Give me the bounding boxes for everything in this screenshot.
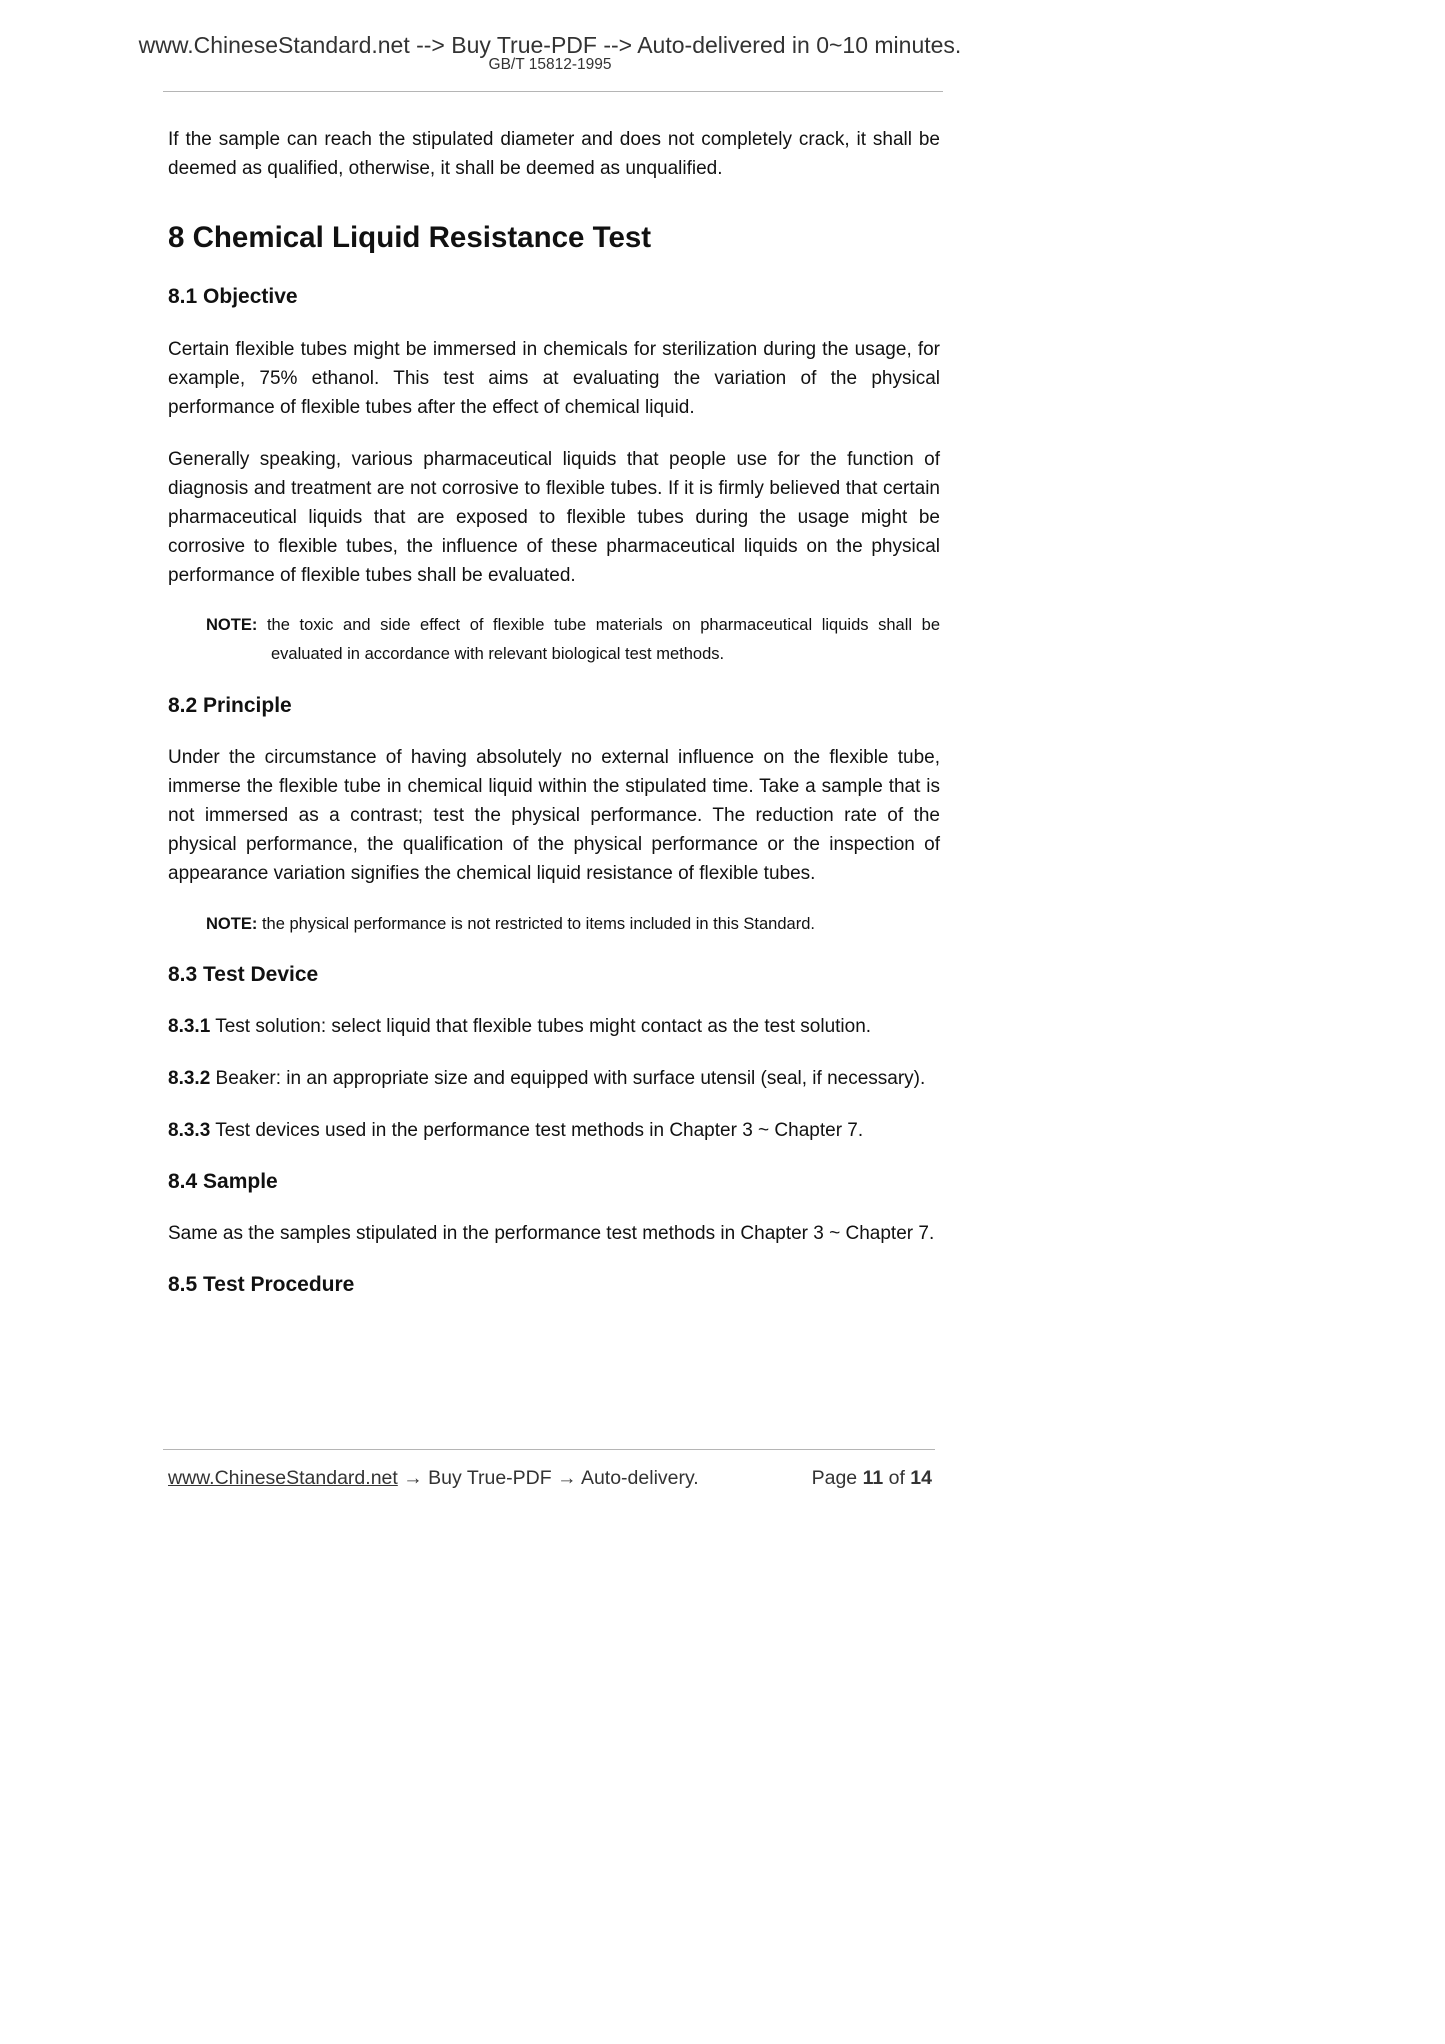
page-total: 14 xyxy=(910,1467,932,1489)
item-8-3-1 xyxy=(168,1012,940,1041)
footer-site-link[interactable]: www.ChineseStandard.net xyxy=(168,1467,398,1489)
item-text: Beaker: in an appropriate size and equipped with surface utensil (seal, if necessary). xyxy=(215,1068,926,1089)
page-content xyxy=(168,125,940,1300)
section-8-2-paragraph: Under the circumstance of having absolutely no external influence on the flexible tube, immerse the flexible tube in chemical liquid within the stipulated time. Take a sample that is not immersed as a contrast; test the physical performance. The reduction rate of the physical performance, the qualification of the physical performance or the inspection of appearance variation signifies the chemical liquid resistance of flexible tubes. xyxy=(168,747,940,884)
page-footer xyxy=(168,1464,932,1492)
section-8-1-heading: 8.1 Objective xyxy=(168,285,298,308)
section-8-5-heading: 8.5 Test Procedure xyxy=(168,1273,355,1296)
note-label: NOTE: xyxy=(206,915,258,933)
footer-divider xyxy=(163,1449,935,1450)
item-8-3-2 xyxy=(168,1064,940,1093)
item-number: 8.3.1 xyxy=(168,1016,211,1037)
item-text: Test solution: select liquid that flexible tubes might contact as the test solution. xyxy=(215,1016,872,1037)
section-8-1-paragraph-2: Generally speaking, various pharmaceutical liquids that people use for the function of diagnosis and treatment are not corrosive to flexible tubes. If it is firmly believed that certain pharmaceutical liquids that are exposed to flexible tubes during the usage might be corrosive to flexible tubes, the influence of these pharmaceutical liquids on the physical performance of flexible tubes shall be evaluated. xyxy=(168,449,940,586)
document-code: GB/T 15812-1995 xyxy=(488,56,612,73)
page-number: 11 xyxy=(862,1467,884,1489)
footer-tagline: → Buy True-PDF → Auto-delivery. xyxy=(397,1467,699,1489)
section-8-4-heading: 8.4 Sample xyxy=(168,1170,278,1193)
note-8-1 xyxy=(206,611,940,669)
section-8-1-paragraph-1: Certain flexible tubes might be immersed in chemicals for sterilization during the usage, for example, 75% ethanol. This test aims at evaluating the variation of the physical performance of flexible tubes after the effect of chemical liquid. xyxy=(168,339,940,418)
page-label: Page xyxy=(811,1467,858,1489)
intro-paragraph: If the sample can reach the stipulated diameter and does not completely crack, it shall be deemed as qualified, otherwise, it shall be deemed as unqualified. xyxy=(168,129,940,179)
item-8-3-3 xyxy=(168,1116,940,1145)
page-indicator xyxy=(812,1464,932,1492)
note-text: the physical performance is not restricted to items included in this Standard. xyxy=(261,915,815,933)
header-banner: www.ChineseStandard.net --> Buy True-PDF --> Auto-delivered in 0~10 minutes. xyxy=(138,32,962,58)
note-8-2 xyxy=(206,910,940,939)
section-8-4-paragraph: Same as the samples stipulated in the performance test methods in Chapter 3 ~ Chapter 7. xyxy=(168,1223,935,1244)
note-text: the toxic and side effect of flexible tube materials on pharmaceutical liquids shall be evaluated in accordance with relevant biological test methods. xyxy=(266,616,940,663)
of-label: of xyxy=(888,1467,905,1489)
section-8-3-heading: 8.3 Test Device xyxy=(168,963,319,986)
note-label: NOTE: xyxy=(206,616,258,634)
section-8-2-heading: 8.2 Principle xyxy=(168,694,292,717)
item-number: 8.3.3 xyxy=(168,1120,211,1141)
section-8-heading: 8 Chemical Liquid Resistance Test xyxy=(168,221,652,254)
item-text: Test devices used in the performance test methods in Chapter 3 ~ Chapter 7. xyxy=(215,1120,864,1141)
header-divider xyxy=(163,91,943,92)
item-number: 8.3.2 xyxy=(168,1068,211,1089)
